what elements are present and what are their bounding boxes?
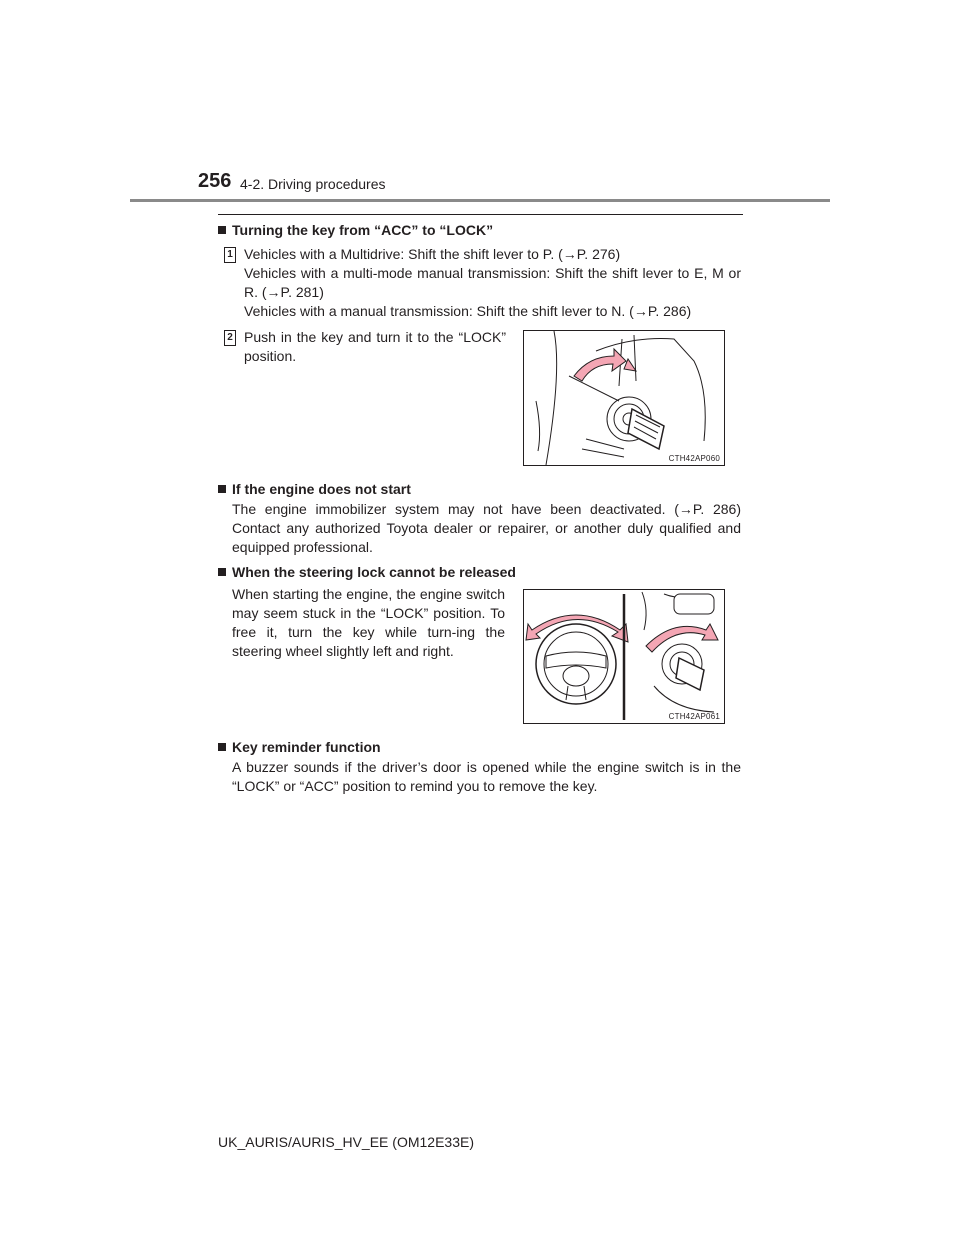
- figure-code: CTH42AP060: [668, 454, 720, 463]
- engine-not-start-text: The engine immobilizer system may not have been deactivated. (→P. 286) Contact any authorized Toyota dealer or repairer, or another duly qualified and equipped professional.: [232, 501, 741, 555]
- figure-steering-wheel: [523, 589, 725, 724]
- figure-code: CTH42AP061: [668, 712, 720, 721]
- square-bullet-icon: [218, 226, 226, 234]
- square-bullet-icon: [218, 485, 226, 493]
- step-1-line: Vehicles with a multi-mode manual transmission: Shift the shift lever to E, M or R. (→P. 281): [244, 265, 741, 300]
- figure-key-turn: [523, 330, 725, 466]
- step-2-text: Push in the key and turn it to the “LOCK” position.: [244, 329, 506, 364]
- step-1-text: [244, 245, 741, 321]
- chapter-title: 4-2. Driving procedures: [240, 176, 386, 192]
- key-turn-illustration: [524, 331, 724, 465]
- section-heading-turning-key: Turning the key from “ACC” to “LOCK”: [218, 222, 493, 238]
- step-number-2: 2: [224, 330, 236, 346]
- steering-wheel-illustration: [524, 590, 724, 723]
- header-rule: [130, 199, 830, 202]
- steering-lock-text: When starting the engine, the engine switch may seem stuck in the “LOCK” position. To free it, turn the key while turn-ing the steering wheel slightly left and right.: [232, 586, 505, 659]
- step-1-line: Vehicles with a Multidrive: Shift the shift lever to P. (→P. 276): [244, 246, 621, 262]
- step-1-line: Vehicles with a manual transmission: Shift the shift lever to N. (→P. 286): [244, 303, 692, 319]
- section-heading-steering-lock: When the steering lock cannot be released: [218, 564, 516, 580]
- footer-model-code: UK_AURIS/AURIS_HV_EE (OM12E33E): [218, 1134, 474, 1150]
- step-number-1: 1: [224, 247, 236, 263]
- key-reminder-text: A buzzer sounds if the driver’s door is opened while the engine switch is in the “LOCK” or “ACC” position to remind you to remove the key.: [232, 759, 741, 794]
- section-rule: [218, 214, 743, 215]
- page-number: 256: [198, 170, 232, 192]
- section-heading-engine-not-start: If the engine does not start: [218, 481, 411, 497]
- section-heading-key-reminder: Key reminder function: [218, 739, 381, 755]
- square-bullet-icon: [218, 568, 226, 576]
- square-bullet-icon: [218, 743, 226, 751]
